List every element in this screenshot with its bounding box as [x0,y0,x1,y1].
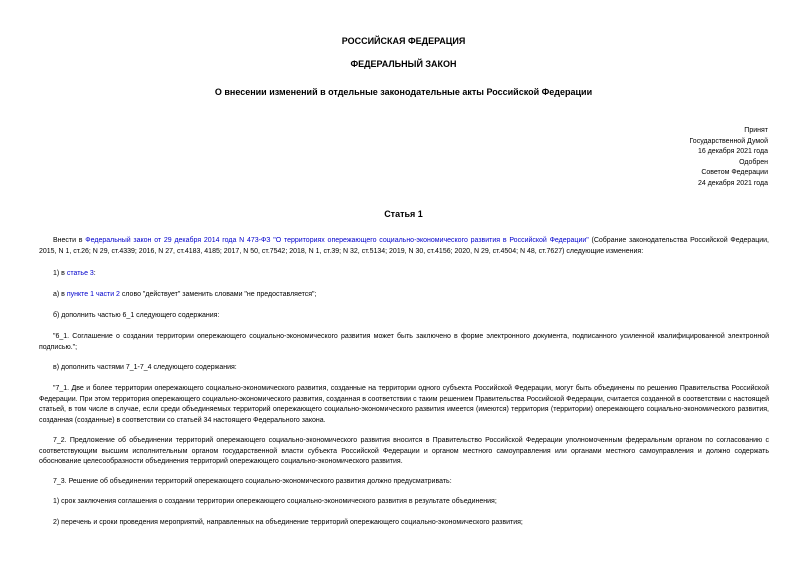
part-2-link[interactable]: пункте 1 части 2 [66,291,120,298]
adoption-line: Государственной Думой [689,137,768,145]
federal-law-link[interactable]: Федеральный закон от 29 декабря 2014 года N 473-ФЗ "О территориях опережающего социально-экономического развития в Российской Федерации" [85,237,589,244]
item-1-pre: 1) в [53,270,67,277]
intro-text-post: (Собрание законодательства Российской Федерации, 2015, N 1, ст.26; N 29, ст.4339; 2016, N 27, ст.4183, 4185; 2017, N 50, ст.7542; 2018, N 1, ст.39; N 32, ст.5134; 2019, N 30, ст.4156; 2020, N 29, ст.4504; N 48, ст.7627) следующие изменения: [39,237,769,255]
adoption-line: Одобрен [739,158,768,166]
item-a-pre: а) в [53,291,67,298]
quote-6-1: "6_1. Соглашение о создании территории опережающего социально-экономического развития может быть заключено в форме электронного документа, подписанного усиленной квалифицированной электронной подписью."; [39,333,769,351]
adoption-line: 16 декабря 2021 года [697,148,768,155]
sub-item-2: 2) перечень и сроки проведения мероприятий, направленных на объединение территорий опережающего социально-экономического развития; [53,519,523,526]
intro-text-pre: Внести в [53,237,86,244]
quote-7-3: 7_3. Решение об объединении территорий опережающего социально-экономического развития должно предусматривать: [53,478,452,485]
adoption-line: Советом Федерации [701,169,768,176]
article-heading: Статья 1 [384,209,423,219]
law-type-heading: ФЕДЕРАЛЬНЫЙ ЗАКОН [350,59,457,69]
adoption-block [689,126,768,189]
quote-7-2: 7_2. Предложение об объединении территорий опережающего социально-экономического развития вносится в Правительство Российской Федерации уполномоченным федеральным органом по согласованию с соответствующим высшим исполнительным органом государственной власти субъекта Российской Федерации и органом местного самоуправления или органами местного самоуправления и должно содержать обоснование целесообразности объединения территорий опережающего социально-экономического развития. [39,437,769,465]
sub-item-1: 1) срок заключения соглашения о создании территории опережающего социально-экономического развития в результате объединения; [53,498,497,505]
law-title: О внесении изменений в отдельные законодательные акты Российской Федерации [214,87,593,97]
quote-7-1: "7_1. Две и более территории опережающего социально-экономического развития, созданные на территории одного субъекта Российской Федерации, могут быть объединены по решению Правительства Российской Федерации. При этом территория опережающего социально-экономического развития, созданная в соответствии с таким решением Правительства Российской Федерации, считается созданной в соответствии с настоящей статьей, в том числе в случае, если среди объединяемых территорий опережающего социально-экономического развития имеется (имеются) территория (территории) опережающего социально-экономического развития, созданная (созданные) в соответствии со статьей 34 настоящего Федерального закона. [39,385,769,424]
adoption-line: 24 декабря 2021 года [697,179,768,187]
article-3-link[interactable]: статье 3 [66,270,94,277]
item-a [39,290,769,301]
item-1 [39,269,769,280]
item-a-post: слово "действует" заменить словами "не предоставляется"; [119,291,317,298]
intro-paragraph [39,236,769,257]
adoption-line: Принят [744,127,768,134]
item-1-post: : [93,270,96,277]
country-heading: РОССИЙСКАЯ ФЕДЕРАЦИЯ [341,36,466,46]
item-b: б) дополнить частью 6_1 следующего содержания: [53,312,220,319]
item-v: в) дополнить частями 7_1-7_4 следующего содержания: [53,364,237,371]
